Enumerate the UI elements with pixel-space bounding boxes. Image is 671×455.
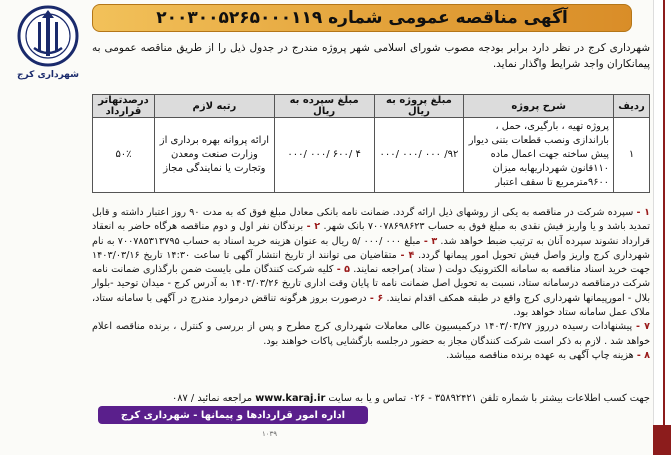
col-discount: درصدتهاتر قرارداد [93,95,155,118]
term-number: ۴ - [400,249,415,261]
tender-advertisement [92,0,657,455]
term-text: مبلغ ۰۰۰ /۰۰۰ /۵ ریال به عنوان هزینه خرید اسناد به حساب ۷۰۰۷۸۵۳۱۳۷۹۵ به نام شهرداری کرج واریز واصل فیش تحویل امور پیمانها گردد. [92,235,650,261]
term-item [92,320,650,349]
contact-suffix: مراجعه نمائید / ۰۸۷ [172,393,253,404]
table-row [93,118,650,193]
cell-grade: ارائه پروانه بهره برداری از وزارت صنعت ومعدن وتجارت یا نمایندگی مجاز [155,118,275,193]
page-code: ۱۰۳۹ [262,430,278,438]
footer-text: اداره امور قراردادها و پیمانها - شهرداری کرج [120,409,346,421]
footer-banner [98,406,368,424]
term-number: ۳ - [423,235,438,247]
logo-caption: شهرداری کرج [17,70,79,80]
term-item [92,349,650,363]
table-header-row [93,95,650,118]
title-banner [92,4,632,32]
terms-section [92,206,650,363]
term-text: هزینه چاپ آگهی به عهده برنده مناقصه میباشد. [446,349,634,361]
term-number: ۷ - [636,321,650,333]
col-row: ردیف [614,95,650,118]
cell-discount: ۵۰٪ [93,118,155,193]
cell-desc: پروژه تهیه ، بارگیری، حمل ، باراندازی ونصب قطعات بتنی دیوار پیش ساخته جهت اعمال ماده ۱۱۰قانون شهرداریهابه میزان ۹۶۰۰مترمربع تا سقف اعتبار [464,118,614,193]
intro-paragraph: شهرداری کرج در نظر دارد برابر بودجه مصوب شورای اسلامی شهر پروژه مندرج در جدول ذیل را از طریق مناقصه عمومی به پیمانکاران واجد شرایط واگذار نماید. [92,42,650,70]
contact-prefix: جهت کسب اطلاعات بیشتر با شماره تلفن ۳۵۸۹۲۴۲۱ - ۰۲۶ تماس و یا به سایت [328,393,650,404]
website-link[interactable]: www.karaj.ir [255,393,326,404]
col-deposit: مبلغ سپرده به ریال [274,95,374,118]
emblem-icon [16,4,80,68]
col-amount: مبلغ پروژه به ریال [374,95,464,118]
contact-line [92,392,650,406]
col-grade: رتبه لازم [155,95,275,118]
term-number: ۶ - [369,292,384,304]
term-item [92,206,650,320]
term-number: ۸ - [636,349,650,361]
cell-row: ۱ [614,118,650,193]
term-text: متقاضیان می توانند از تاریخ انتشار آگهی تا ساعت ۱۴:۳۰ تاریخ ۱۴۰۳/۰۳/۱۶ جهت خرید اسناد مناقصه به سامانه الکترونیک دولت ( ستاد )مراجعه نمایند. [92,249,650,276]
term-text: پیشنهادات رسیده درروز ۱۴۰۳/۰۳/۲۷ درکمیسیون عالی معاملات شهرداری کرج مطرح و پس از بررسی و کنترل ، برنده مناقصه اعلام خواهد شد . لازم به ذکر است شرکت کنندگان مجاز به حضور درجلسه بازگشایی پاکات خواهند بود. [92,321,650,347]
municipality-logo [4,4,92,90]
term-number: ۵ - [336,264,351,276]
term-text: سپرده شرکت در مناقصه به یکی از روشهای ذیل ارائه گردد. ضمانت نامه بانکی معادل مبلغ فوق که به مدت ۹۰ روز اعتبار داشته و قابل تمدید باشد و یا واریز فیش نقدی به مبلغ فوق به حساب ۷۰۰۷۸۶۹۸۶۲۳ بانک شهر. [92,207,651,233]
cell-deposit: ۴ /۶۰۰ /۰۰۰ /۰۰۰ [274,118,374,193]
term-number: ۱ - [636,207,650,218]
term-number: ۲ - [306,221,321,233]
term-text: کلیه شرکت کنندگان ملی بایست ضمن بارگذاری ضمانت نامه شرکت درمناقصه درسامانه ستاد، نسبت به تحویل اصل ضمانت نامه تا پایان وقت اداری تاریخ ۱۴۰۳/۰۳/۲۶ به آدرس کرج - میدان توحید -بلوار بلال - امورپیمانها شهرداری کرج واقع در طبقه همکف اقدام نمایند. [92,264,651,304]
term-text: درصورت بروز هرگونه تناقض درموارد مندرج در آگهی با سامانه ستاد، ملاک عمل سامانه ستاد خواهد بود. [92,292,650,319]
tender-table [92,94,650,193]
term-text: برندگان نفر اول و دوم مناقصه هرگاه حاضر به انعقاد قرارداد نشوند سپرده آنان به ترتیب ضبط خواهد شد. [92,221,650,247]
col-desc: شرح پروژه [464,95,614,118]
margin-stripe [663,0,665,425]
cell-amount: ۹۲/ ۰۰۰ /۰۰۰ /۰۰۰ [374,118,464,193]
ad-title: آگهی مناقصه عمومی شماره ۲۰۰۳۰۰۵۲۶۵۰۰۰۱۱۹ [156,8,568,28]
